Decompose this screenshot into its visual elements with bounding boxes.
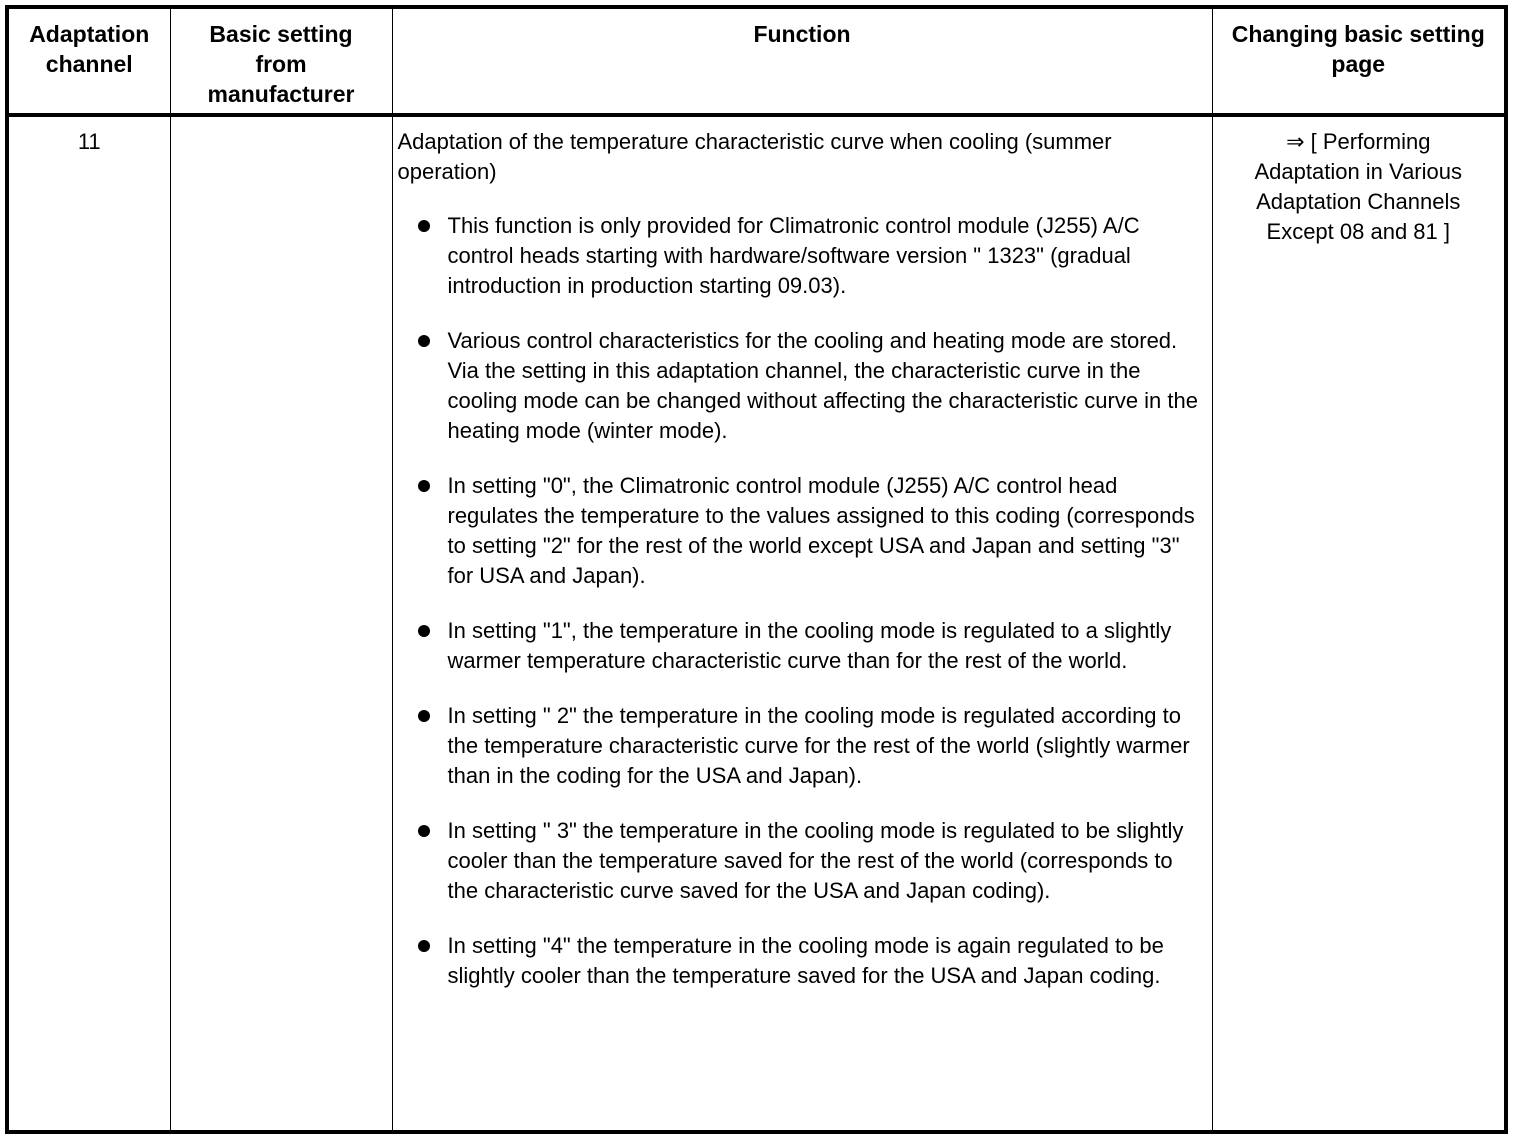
bullet-text: In setting "1", the temperature in the cooling mode is regulated to a slightly warmer temperature characteristic curve than for the rest of the world. xyxy=(447,618,1172,673)
header-adaptation-channel: Adaptation channel xyxy=(7,7,170,115)
bullet-text: In setting " 2" the temperature in the cooling mode is regulated according to the temperature characteristic curve for the rest of the world (slightly warmer than in the coding for the USA and Japan). xyxy=(447,703,1190,788)
list-item xyxy=(398,471,1208,591)
list-item xyxy=(398,701,1208,791)
function-intro: Adaptation of the temperature characteristic curve when cooling (summer operation) xyxy=(397,129,1112,184)
bullet-icon xyxy=(418,625,430,637)
bullet-text: Various control characteristics for the cooling and heating mode are stored. Via the setting in this adaptation channel, the characteristic curve in the cooling mode can be changed without affecting the characteristic curve in the heating mode (winter mode). xyxy=(447,328,1198,443)
bullet-icon xyxy=(418,940,430,952)
list-item xyxy=(398,211,1208,301)
basic-setting-cell xyxy=(170,115,392,1132)
list-item xyxy=(398,816,1208,906)
header-changing-page: Changing basic setting page xyxy=(1212,7,1506,115)
channel-cell: 11 xyxy=(7,115,170,1132)
changing-page-cell xyxy=(1212,115,1506,1132)
header-row xyxy=(7,7,1506,115)
header-basic-setting: Basic setting from manufacturer xyxy=(170,7,392,115)
performing-adaptation-link[interactable]: ⇒ [ Performing Adaptation in Various Adaptation Channels Except 08 and 81 ] xyxy=(1254,129,1462,244)
bullet-icon xyxy=(418,480,430,492)
bullet-text: In setting "4" the temperature in the cooling mode is again regulated to be slightly cooler than the temperature saved for the USA and Japan coding. xyxy=(447,933,1164,988)
bullet-text: This function is only provided for Climatronic control module (J255) A/C control heads starting with hardware/software version " 1323" (gradual introduction in production starting 09.03). xyxy=(447,213,1140,298)
list-item xyxy=(398,616,1208,676)
bullet-text: In setting " 3" the temperature in the cooling mode is regulated to be slightly cooler than the temperature saved for the rest of the world (corresponds to the characteristic curve saved for the USA and Japan coding). xyxy=(447,818,1184,903)
list-item xyxy=(398,326,1208,446)
bullet-icon xyxy=(418,335,430,347)
header-function: Function xyxy=(392,7,1212,115)
function-bullet-list xyxy=(398,211,1208,991)
bullet-icon xyxy=(418,220,430,232)
bullet-text: In setting "0", the Climatronic control module (J255) A/C control head regulates the temperature to the values assigned to this coding (corresponds to setting "2" for the rest of the world except USA and Japan and setting "3" for USA and Japan). xyxy=(447,473,1195,588)
table-header xyxy=(7,7,1506,115)
list-item xyxy=(398,931,1208,991)
adaptation-channel-table xyxy=(5,5,1508,1134)
table-row xyxy=(7,115,1506,1132)
function-cell xyxy=(392,115,1212,1132)
bullet-icon xyxy=(418,710,430,722)
bullet-icon xyxy=(418,825,430,837)
